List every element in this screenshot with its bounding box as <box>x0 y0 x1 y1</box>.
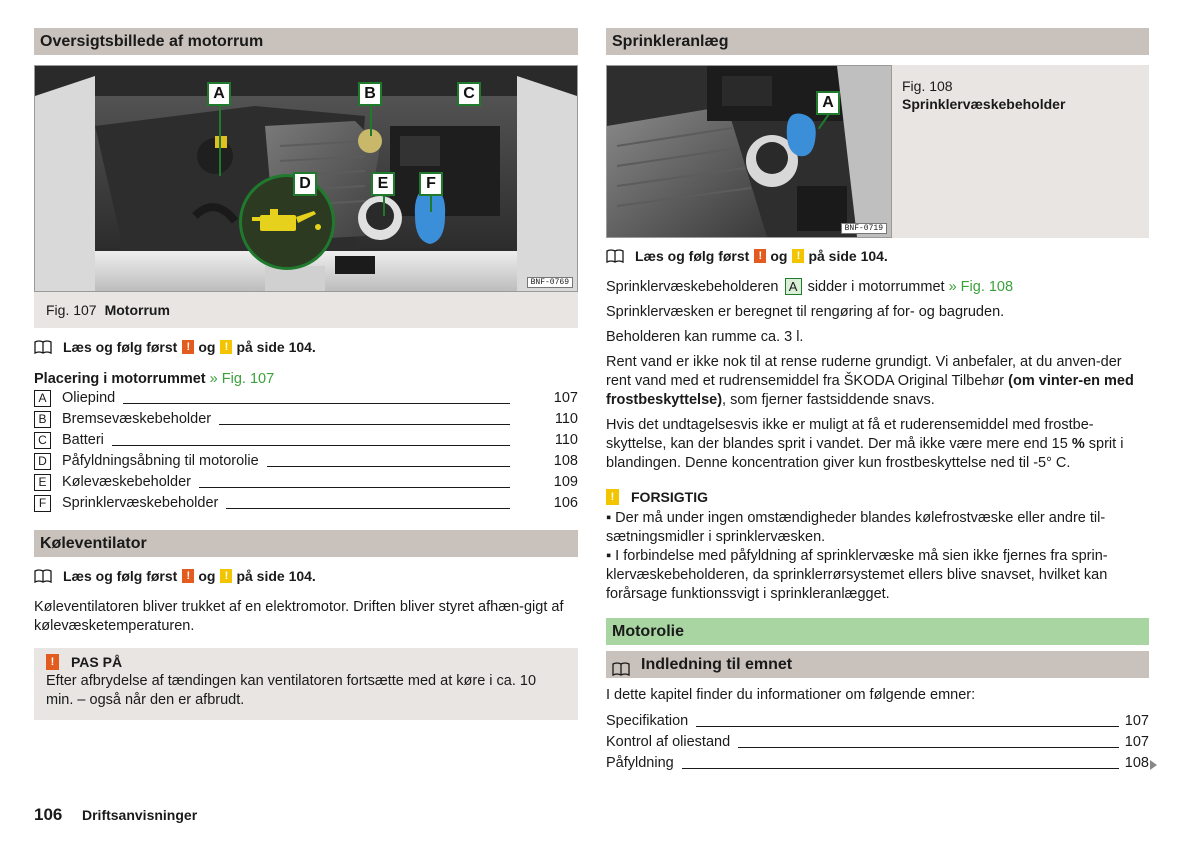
read-first-and: og <box>198 568 216 584</box>
list-item[interactable] <box>34 474 578 495</box>
figure-code: BNF-0769 <box>527 277 573 288</box>
location-text-pre: Sprinklervæskebeholderen <box>606 279 779 295</box>
section-heading-engine-overview: Oversigtsbillede af motorrum <box>34 28 578 55</box>
callout-b: B <box>358 82 382 106</box>
washer-capacity-text: Beholderen kan rumme ca. 3 l. <box>606 329 804 345</box>
fig-108-link[interactable]: » Fig. 108 <box>948 279 1014 295</box>
list-item[interactable] <box>606 713 1149 734</box>
recommendation-c: , som fjerner fastsiddende snavs. <box>722 392 935 408</box>
fig-107-link[interactable]: » Fig. 107 <box>209 371 275 387</box>
read-first-page: på side 104. <box>236 568 316 584</box>
warning-yellow-icon: ! <box>220 569 232 583</box>
book-icon <box>606 249 624 263</box>
warning-yellow-icon: ! <box>220 340 232 354</box>
book-icon <box>34 569 52 583</box>
callout-a: A <box>816 91 840 115</box>
read-first-notice <box>606 246 1149 266</box>
list-item[interactable] <box>606 734 1149 755</box>
topic-list <box>606 713 1149 776</box>
list-item[interactable] <box>34 390 578 411</box>
list-item-label: Kølevæskebeholder <box>62 474 191 490</box>
page-ref: 107 <box>1124 734 1149 750</box>
list-item[interactable] <box>34 432 578 453</box>
read-first-notice <box>34 566 578 586</box>
caution-title-text: FORSIGTIG <box>631 489 708 505</box>
list-item-label: Bremsevæskebeholder <box>62 411 212 427</box>
note-title-text: PAS PÅ <box>71 654 123 670</box>
read-first-text: Læs og følg først <box>63 568 178 584</box>
callout-e-leader <box>383 196 385 216</box>
note-title <box>46 652 566 672</box>
page-ref: 107 <box>553 390 578 406</box>
warning-yellow-icon: ! <box>792 249 804 263</box>
callout-f-leader <box>430 196 432 212</box>
leader-line <box>738 747 1119 748</box>
key-box: E <box>34 474 51 491</box>
key-box: D <box>34 453 51 470</box>
recommendation-bold: (om vinter-en med frostbeskyttelse) <box>606 373 1134 408</box>
chapter-name: Driftsanvisninger <box>82 807 198 823</box>
page-ref: 109 <box>553 474 578 490</box>
oil-can-icon <box>242 177 332 267</box>
key-box: A <box>34 390 51 407</box>
engine-bay-photo <box>34 65 578 292</box>
leader-line <box>696 726 1119 727</box>
recommendation-a: Rent vand er ikke nok til at rense ruderne grundigt. Vi anbefaler, at du anven-der rent vand med et rudrensemiddel fra ŠKODA Original Tilbehør <box>606 354 1122 389</box>
read-first-text: Læs og følg først <box>635 248 750 264</box>
callout-b-leader <box>370 106 372 136</box>
washer-reservoir-illustration <box>607 66 891 237</box>
caution-block <box>606 487 1149 604</box>
list-item-label: Batteri <box>62 432 104 448</box>
read-first-text: Læs og følg først <box>63 339 178 355</box>
read-first-page: på side 104. <box>808 248 888 264</box>
caution-title <box>606 487 1149 507</box>
page-ref: 110 <box>554 432 578 448</box>
page-ref: 107 <box>1124 713 1149 729</box>
subsection-title: Indledning til emnet <box>641 656 793 673</box>
key-box: B <box>34 411 51 428</box>
list-item-label: Specifikation <box>606 713 689 729</box>
caution-item: ▪ Der må under ingen omstændigheder blandes kølefrostvæske eller andre til-sætningsmidler i sprinklervæsken. <box>606 510 1106 545</box>
washer-reservoir-photo <box>606 65 892 238</box>
figure-107 <box>34 65 578 328</box>
leader-line <box>123 403 510 404</box>
list-item[interactable] <box>34 495 578 516</box>
figure-number: Fig. 108 <box>902 78 953 94</box>
alcohol-c: sprit i blandingen. Denne koncentration giver kun frostbeskyttelse ned til -5° C. <box>606 436 1124 471</box>
leader-line <box>199 487 510 488</box>
washer-alcohol-text <box>606 416 1149 473</box>
washer-location-text <box>606 278 1149 297</box>
intro-text: I dette kapitel finder du informationer om følgende emner: <box>606 687 976 703</box>
page-ref: 108 <box>553 453 578 469</box>
component-list <box>34 390 578 516</box>
callout-a: A <box>207 82 231 106</box>
figure-caption <box>892 65 1065 238</box>
warning-yellow-icon: ! <box>606 489 619 505</box>
page-number: 106 <box>34 805 63 824</box>
list-item-label: Oliepind <box>62 390 116 406</box>
caution-note <box>34 648 578 720</box>
placement-heading <box>34 371 578 387</box>
alcohol-bold: % <box>1071 436 1085 452</box>
leader-line <box>226 508 510 509</box>
alcohol-a: Hvis det undtagelsesvis ikke er muligt at få et ruderensemiddel med frostbe-skyttelse, kan der blandes sprit i vandet. Der må ikke være mere end 15 <box>606 417 1094 452</box>
subsection-heading-intro <box>606 651 1149 678</box>
washer-purpose-text: Sprinklervæsken er beregnet til rengøring af for- og bagruden. <box>606 304 1005 320</box>
leader-line <box>267 466 510 467</box>
callout-f: F <box>419 172 443 196</box>
figure-code: BNF-0719 <box>841 223 887 234</box>
page-ref: 108 <box>1124 755 1149 771</box>
leader-line <box>112 445 510 446</box>
read-first-page: på side 104. <box>236 339 316 355</box>
left-column <box>34 28 578 720</box>
callout-d: D <box>293 172 317 196</box>
list-item-label: Kontrol af oliestand <box>606 734 731 750</box>
section-heading-cooling-fan: Køleventilator <box>34 530 578 557</box>
warning-red-icon: ! <box>182 569 194 583</box>
next-page-arrow-icon[interactable] <box>1150 760 1157 770</box>
warning-red-icon: ! <box>46 654 59 670</box>
list-item[interactable] <box>34 453 578 474</box>
page-ref: 110 <box>554 411 578 427</box>
leader-line <box>682 768 1119 769</box>
warning-red-icon: ! <box>754 249 766 263</box>
placement-heading-text: Placering i motorrummet <box>34 371 206 387</box>
figure-title: Sprinklervæskebeholder <box>902 96 1066 112</box>
page-ref: 106 <box>553 495 578 511</box>
oil-can-detail-circle <box>239 174 335 270</box>
book-icon <box>612 658 630 672</box>
list-item[interactable] <box>606 755 1149 776</box>
right-column <box>606 28 1149 776</box>
key-box: C <box>34 432 51 449</box>
figure-108 <box>606 65 1149 238</box>
list-item-label: Påfyldning <box>606 755 674 771</box>
list-item-label: Sprinklervæskebeholder <box>62 495 219 511</box>
caution-item: ▪ I forbindelse med påfyldning af sprinklervæske må sien ikke fjernes fra sprin-klervæskebeholderen, da sprinklerrørsystemet ellers blive snavset, hvilket kan forårsage funktionssvigt i sprinkleranlægget. <box>606 548 1108 602</box>
figure-title: Motorrum <box>104 302 170 318</box>
leader-line <box>219 424 510 425</box>
figure-caption <box>34 292 578 328</box>
list-item[interactable] <box>34 411 578 432</box>
read-first-notice <box>34 337 578 357</box>
callout-e: E <box>371 172 395 196</box>
read-first-and: og <box>770 248 788 264</box>
key-box: F <box>34 495 51 512</box>
washer-recommendation-text <box>606 353 1149 410</box>
note-text: Efter afbrydelse af tændingen kan ventilatoren fortsætte med at køre i ca. 10 min. – også når den er afbrudt. <box>46 673 537 708</box>
read-first-and: og <box>198 339 216 355</box>
warning-red-icon: ! <box>182 340 194 354</box>
list-item-label: Påfyldningsåbning til motorolie <box>62 453 259 469</box>
section-heading-engine-oil: Motorolie <box>606 618 1149 645</box>
location-text-post: sidder i motorrummet <box>807 279 945 295</box>
book-icon <box>34 340 52 354</box>
figure-number: Fig. 107 <box>46 302 97 318</box>
key-box: A <box>785 278 802 295</box>
callout-c: C <box>457 82 481 106</box>
callout-a-leader <box>219 106 221 176</box>
section-heading-washer-system: Sprinkleranlæg <box>606 28 1149 55</box>
fan-description: Køleventilatoren bliver trukket af en elektromotor. Driften bliver styret afhæn-gigt af kølevæsketemperaturen. <box>34 599 564 634</box>
